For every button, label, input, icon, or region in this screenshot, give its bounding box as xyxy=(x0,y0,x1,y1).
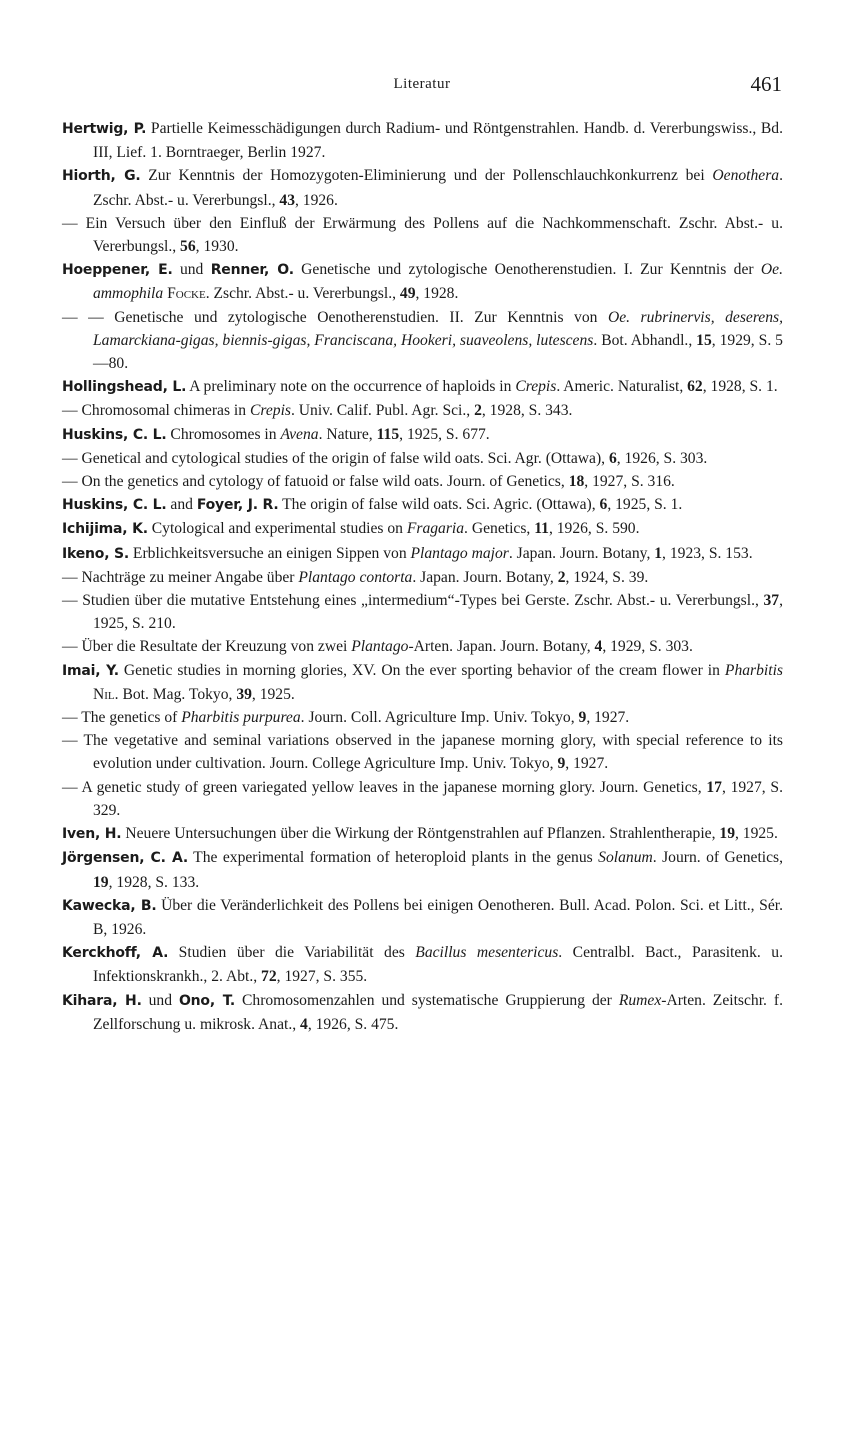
italic-text: Pharbitis xyxy=(724,661,783,679)
volume-number: 37 xyxy=(763,592,780,610)
entry-text: , 1925, S. 677. xyxy=(399,425,490,443)
bibliography-entry xyxy=(62,706,783,729)
volume-number: 15 xyxy=(696,331,712,349)
italic-text: Plantago xyxy=(351,638,409,656)
entry-text: — Ein Versuch über den Einfluß der Erwärmung des Pollens auf die Nachkommenschaft. Zschr. Abst.- u. Vererbungsl., xyxy=(62,214,783,256)
bibliography-entry xyxy=(62,423,783,447)
entry-text: . Bot. Abhandl., xyxy=(593,331,697,349)
bibliography-entry xyxy=(62,117,783,164)
running-header xyxy=(62,72,782,98)
entry-text: Chromosomes in xyxy=(166,425,281,443)
entry-text: — Nachträge zu meiner Angabe über xyxy=(62,568,299,586)
entry-text: , 1924, S. 39. xyxy=(565,568,649,586)
entry-text: A preliminary note on the occurrence of haploids in xyxy=(186,378,516,396)
author-name: Kihara, H. xyxy=(62,992,142,1009)
bibliography-entry xyxy=(62,375,783,399)
entry-text: -Arten. Zeitschr. f. Zellforschung u. mikrosk. Anat., xyxy=(93,991,783,1033)
entry-text: , 1928, S. 1. xyxy=(702,378,778,396)
volume-number: 6 xyxy=(608,449,617,467)
author-name: Hoeppener, E. xyxy=(62,262,173,279)
entry-text: Zur Kenntnis der Homozygoten-Eliminierung und der Pollenschlauchkonkurrenz bei xyxy=(140,167,713,185)
author-name: Hertwig, P. xyxy=(62,121,147,137)
italic-text: Oe. ammophila xyxy=(93,261,784,303)
entry-text: , 1927. xyxy=(565,755,609,773)
entry-text: Chromosomenzahlen und systematische Gruppierung der xyxy=(235,991,619,1009)
italic-text: Oe. rubrinervis, deserens, Lamarckiana-gigas, biennis-gigas, Franciscana, Hookeri, suaveolens, lutescens xyxy=(93,308,783,349)
bibliography-entry xyxy=(62,306,783,376)
entry-text: — The vegetative and seminal variations observed in the japanese morning glory, with special reference to its evolution under cultivation. Journ. College Agriculture Imp. Univ. Tokyo, xyxy=(62,732,783,773)
bibliography-entry xyxy=(62,212,783,258)
entry-text: . Journ. Coll. Agriculture Imp. Univ. Tokyo, xyxy=(300,709,579,727)
entry-text: . Bot. Mag. Tokyo, xyxy=(114,685,237,703)
entry-text: — Chromosomal chimeras in xyxy=(62,402,250,420)
entry-text: -Arten. Japan. Journ. Botany, xyxy=(408,638,595,656)
entry-text: , 1928, S. 133. xyxy=(108,873,200,891)
entry-text: , 1927, S. 355. xyxy=(276,968,368,986)
entry-text: , 1926. xyxy=(294,191,338,209)
entry-text: . Centralbl. Bact., Parasitenk. u. Infektionskrankh., 2. Abt., xyxy=(93,944,783,986)
italic-text: Solanum xyxy=(598,849,653,867)
italic-text: Fragaria xyxy=(406,520,465,538)
volume-number: 2 xyxy=(557,568,566,586)
bibliography-entry xyxy=(62,989,783,1036)
entry-text: The origin of false wild oats. Sci. Agric. (Ottawa), xyxy=(278,496,600,514)
volume-number: 4 xyxy=(300,1015,308,1033)
entry-text: Genetische und zytologische Oenotherenstudien. I. Zur Kenntnis der xyxy=(293,261,761,279)
italic-text: Avena xyxy=(280,425,319,443)
author-name: Renner, O. xyxy=(210,262,294,279)
entry-text: , 1925. xyxy=(734,825,778,843)
bibliography-entry xyxy=(62,589,783,635)
volume-number: 72 xyxy=(261,968,277,986)
entry-text: Genetic studies in morning glories, XV. On the ever sporting behavior of the cream flower in xyxy=(118,661,725,679)
entry-text: Neuere Untersuchungen über die Wirkung der Röntgenstrahlen auf Pflanzen. Strahlentherapie, xyxy=(121,825,720,843)
volume-number: 9 xyxy=(557,755,566,773)
volume-number: 1 xyxy=(654,544,663,562)
entry-text: Über die Veränderlichkeit des Pollens bei einigen Oenotheren. Bull. Acad. Polon. Sci. et Litt., Sér. B, 1926. xyxy=(93,896,783,938)
entry-text: . Genetics, xyxy=(464,520,535,538)
entry-text: . Zschr. Abst.- u. Vererbungsl., xyxy=(93,167,783,209)
entry-text: , 1927, S. 329. xyxy=(93,778,783,819)
entry-text: Erblichkeitsversuche an einigen Sippen von xyxy=(129,544,411,562)
entry-text: , 1930. xyxy=(195,238,239,256)
entry-text: und xyxy=(172,261,211,279)
italic-text: Plantago major xyxy=(410,544,509,562)
entry-text: . Americ. Naturalist, xyxy=(556,378,688,396)
bibliography-list xyxy=(62,117,783,1036)
volume-number: 115 xyxy=(376,425,400,443)
entry-text: , 1927. xyxy=(586,709,630,727)
italic-text: Plantago contorta xyxy=(298,568,413,586)
bibliography-entry xyxy=(62,822,783,846)
entry-text: , 1928. xyxy=(415,285,459,303)
author-name: Iven, H. xyxy=(62,826,122,843)
italic-text: Rumex xyxy=(618,991,662,1009)
author-name: Imai, Y. xyxy=(62,662,119,679)
bibliography-entry xyxy=(62,941,783,988)
italic-text: Pharbitis purpurea xyxy=(181,709,301,727)
entry-text: , 1925. xyxy=(251,685,295,703)
entry-text: — A genetic study of green variegated yellow leaves in the japanese morning glory. Journ. Genetics, xyxy=(62,778,707,796)
entry-text: — — Genetische und zytologische Oenotherenstudien. II. Zur Kenntnis von xyxy=(62,308,608,326)
italic-text: Bacillus mesentericus xyxy=(415,944,559,962)
entry-text: , 1928, S. 343. xyxy=(481,402,573,420)
author-name: Ikeno, S. xyxy=(62,545,130,562)
author-name: Foyer, J. R. xyxy=(196,497,279,514)
volume-number: 4 xyxy=(594,638,603,656)
author-name: Huskins, C. L. xyxy=(62,426,167,443)
entry-text: , 1925, S. 210. xyxy=(93,592,783,633)
entry-text: The experimental formation of heteroploid plants in the genus xyxy=(188,849,599,867)
bibliography-entry xyxy=(62,566,783,589)
bibliography-entry xyxy=(62,659,783,706)
page-number: 461 xyxy=(750,72,782,96)
bibliography-entry xyxy=(62,164,783,211)
entry-text: Cytological and experimental studies on xyxy=(147,520,407,538)
bibliography-entry xyxy=(62,447,783,470)
volume-number: 9 xyxy=(578,709,587,727)
volume-number: 56 xyxy=(180,238,196,256)
author-name: Jörgensen, C. A. xyxy=(62,850,188,867)
volume-number: 39 xyxy=(236,685,252,703)
entry-text: . Nature, xyxy=(318,425,377,443)
entry-text: Studien über die Variabilität des xyxy=(168,944,416,962)
entry-text: — Genetical and cytological studies of the origin of false wild oats. Sci. Agr. (Ottawa), xyxy=(62,449,609,467)
italic-text: Crepis xyxy=(515,378,557,396)
volume-number: 49 xyxy=(399,285,416,303)
small-caps-text: Nil xyxy=(93,685,115,703)
bibliography-entry xyxy=(62,542,783,566)
bibliography-entry xyxy=(62,470,783,493)
volume-number: 2 xyxy=(474,402,482,420)
author-name: Ono, T. xyxy=(178,992,236,1009)
italic-text: Crepis xyxy=(249,402,291,420)
volume-number: 17 xyxy=(706,778,722,796)
entry-text: . Japan. Journ. Botany, xyxy=(412,568,558,586)
volume-number: 62 xyxy=(687,378,703,396)
bibliography-entry xyxy=(62,729,783,775)
entry-text: . Univ. Calif. Publ. Agr. Sci., xyxy=(290,402,475,420)
author-name: Hiorth, G. xyxy=(62,168,141,185)
volume-number: 6 xyxy=(599,496,608,514)
volume-number: 18 xyxy=(568,473,585,491)
entry-text: , 1929, S. 5—80. xyxy=(93,331,783,373)
bibliography-entry xyxy=(62,846,783,893)
bibliography-entry xyxy=(62,493,783,517)
entry-text: , 1926, S. 303. xyxy=(616,449,708,467)
volume-number: 11 xyxy=(534,520,549,538)
entry-text: , 1925, S. 1. xyxy=(607,496,683,514)
entry-text: , 1923, S. 153. xyxy=(662,544,753,562)
author-name: Kerckhoff, A. xyxy=(62,945,169,962)
author-name: Hollingshead, L. xyxy=(62,379,187,396)
author-name: Ichijima, K. xyxy=(62,521,148,538)
bibliography-entry xyxy=(62,894,783,941)
entry-text: — Über die Resultate der Kreuzung von zwei xyxy=(62,638,352,656)
small-caps-text: Focke xyxy=(167,285,206,303)
entry-text: and xyxy=(166,496,197,514)
entry-text: — Studien über die mutative Entstehung eines „intermedium“-Types bei Gerste. Zschr. Abst.- u. Vererbungsl., xyxy=(62,592,764,610)
entry-text: — The genetics of xyxy=(62,709,182,727)
author-name: Kawecka, B. xyxy=(62,897,157,914)
volume-number: 19 xyxy=(719,825,735,843)
entry-text: . Zschr. Abst.- u. Vererbungsl., xyxy=(205,285,400,303)
bibliography-entry xyxy=(62,399,783,422)
entry-text: . Journ. of Genetics, xyxy=(652,849,783,867)
bibliography-entry xyxy=(62,258,783,305)
volume-number: 19 xyxy=(93,873,109,891)
bibliography-entry xyxy=(62,776,783,822)
entry-text: , 1926, S. 590. xyxy=(548,520,640,538)
entry-text: , 1927, S. 316. xyxy=(584,473,675,491)
entry-text: — On the genetics and cytology of fatuoid or false wild oats. Journ. of Genetics, xyxy=(62,473,569,491)
italic-text: Oenothera xyxy=(712,167,780,185)
bibliography-entry xyxy=(62,635,783,658)
entry-text: , 1929, S. 303. xyxy=(602,638,693,656)
running-title: Literatur xyxy=(393,76,451,92)
entry-text: und xyxy=(141,991,179,1009)
author-name: Huskins, C. L. xyxy=(62,497,167,514)
entry-text: . Japan. Journ. Botany, xyxy=(508,544,655,562)
bibliography-entry xyxy=(62,517,783,541)
entry-text: Partielle Keimesschädigungen durch Radium- und Röntgenstrahlen. Handb. d. Vererbungswiss., Bd. III, Lief. 1. Borntraeger, Berlin 1927. xyxy=(93,120,783,162)
entry-text: , 1926, S. 475. xyxy=(307,1015,399,1033)
volume-number: 43 xyxy=(279,191,295,209)
